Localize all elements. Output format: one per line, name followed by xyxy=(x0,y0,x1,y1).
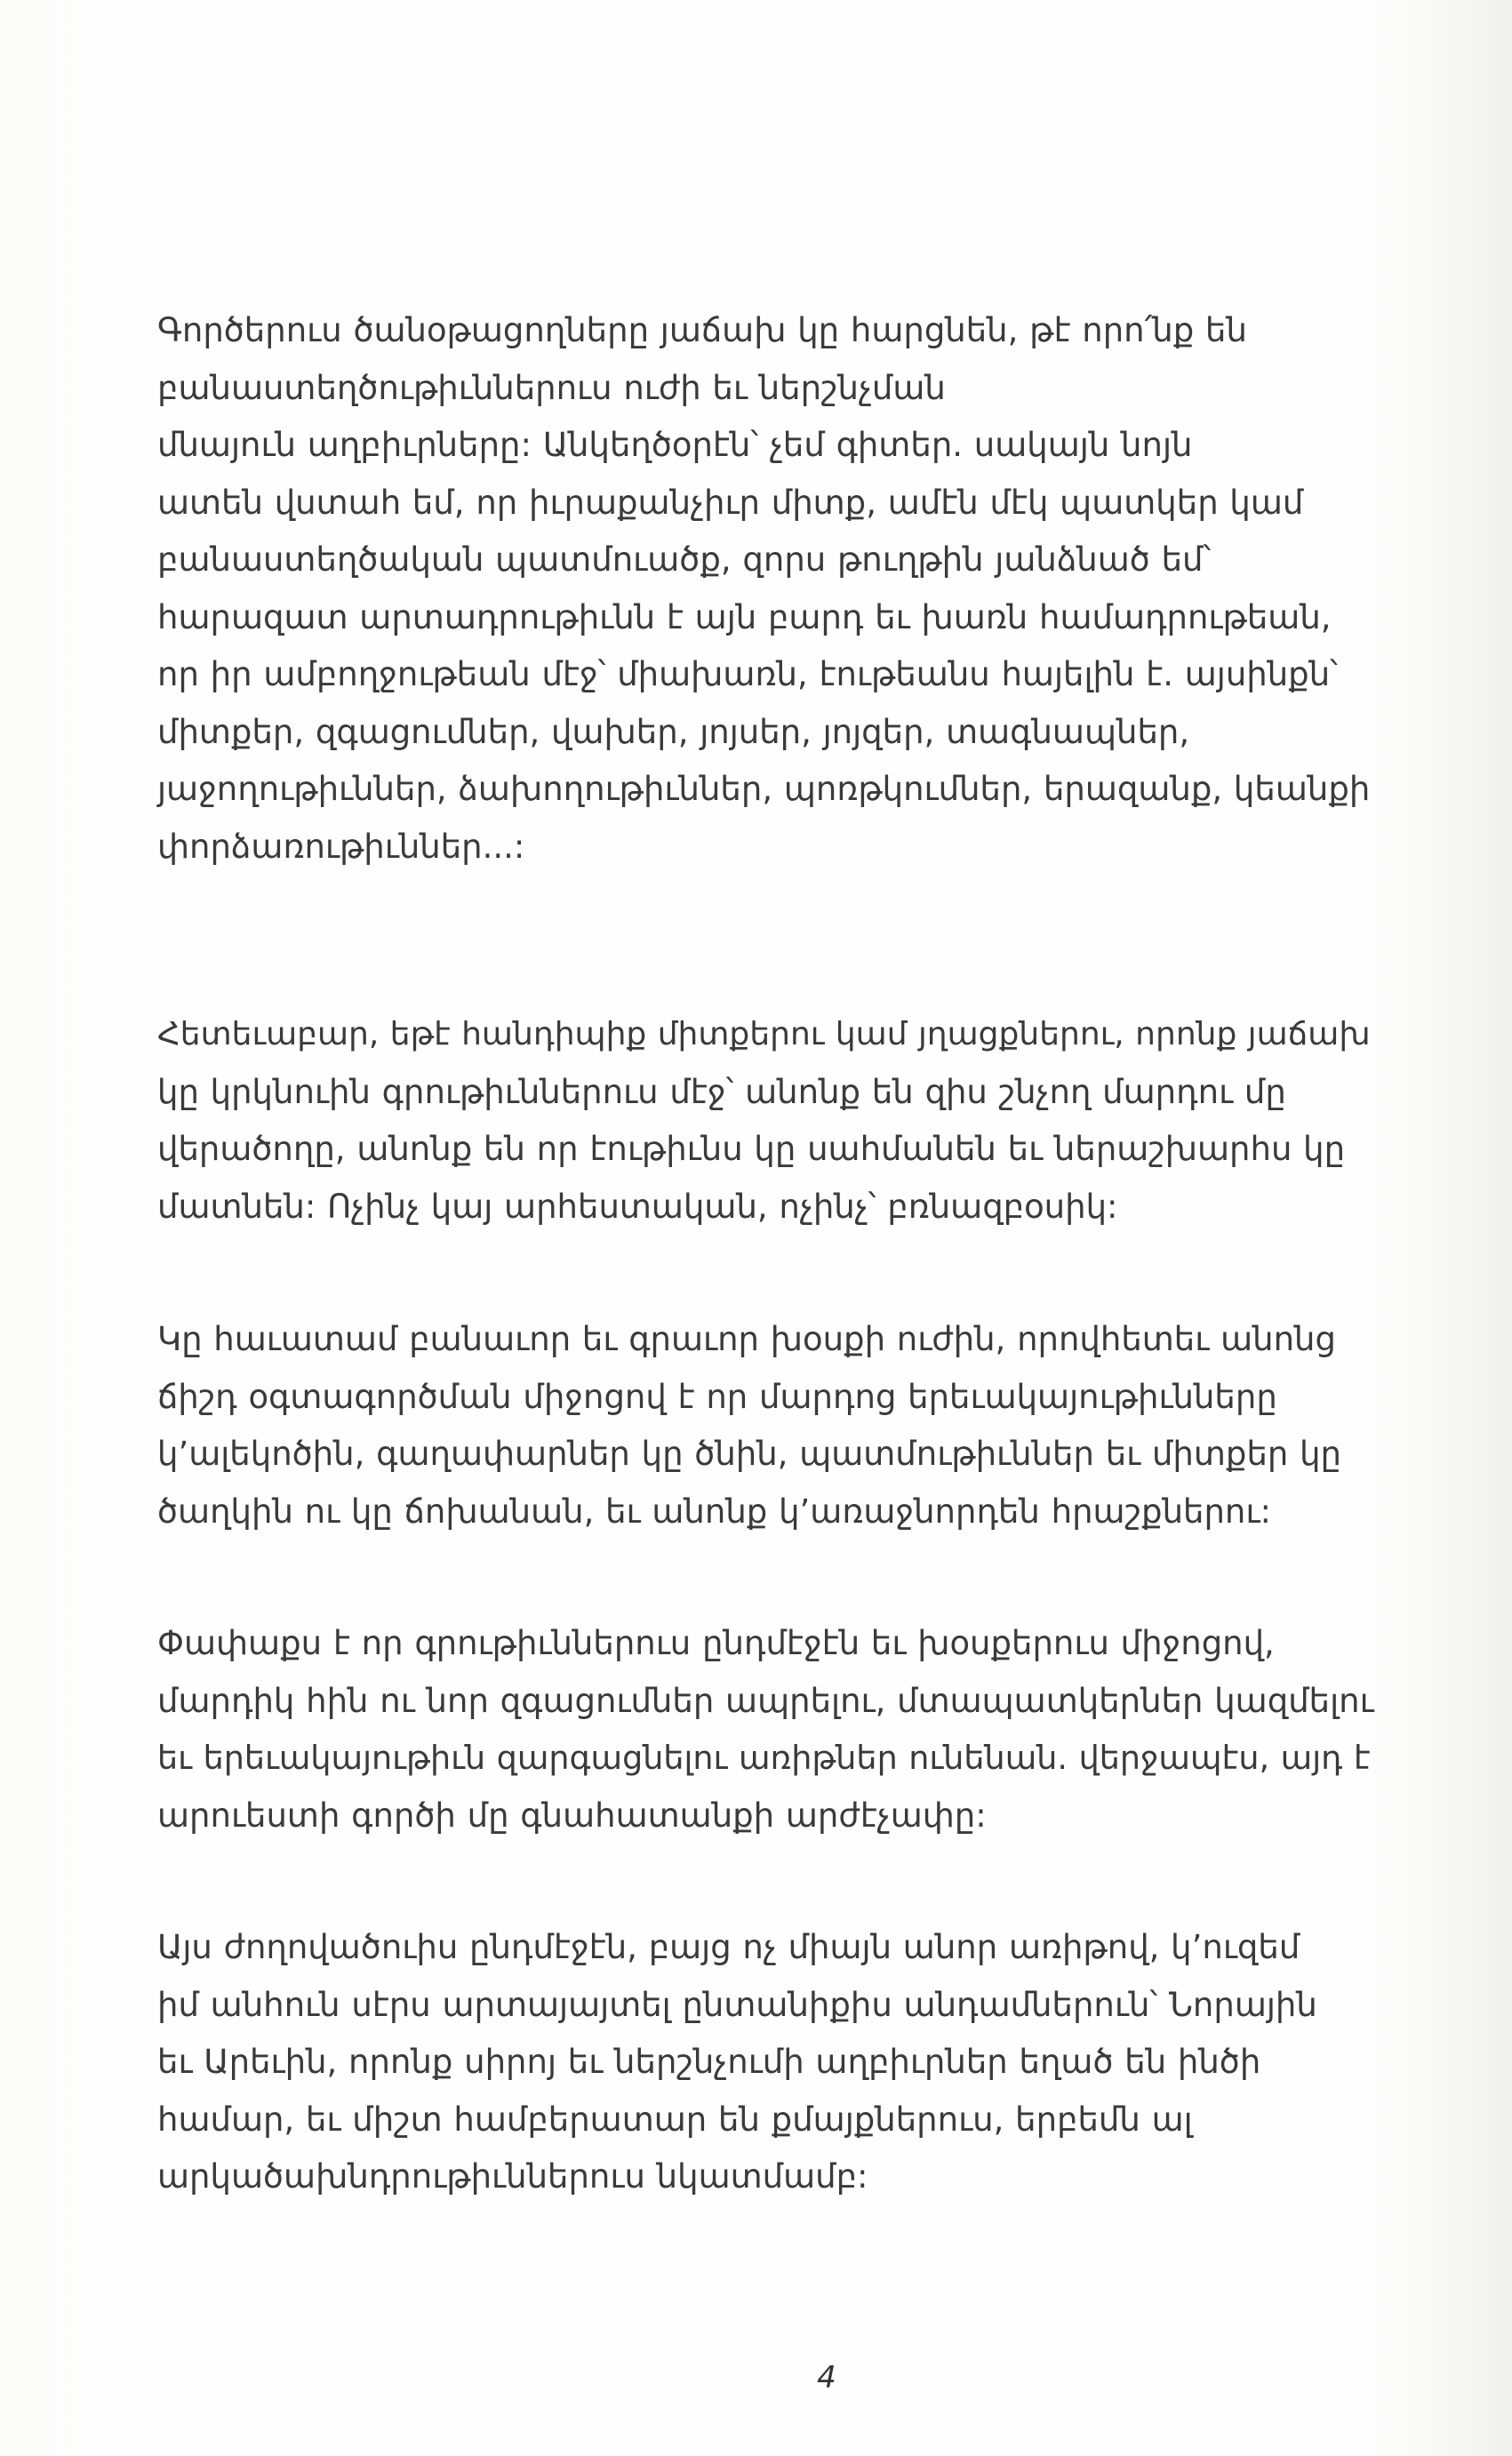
text-line: որ իր ամբողջութեան մէջ՝ միախառն, էութեանս հայելին է. այսինքն՝ xyxy=(157,655,1338,693)
text-line: մարդիկ հին ու նոր զգացումներ ապրելու, մտապատկերներ կազմելու xyxy=(157,1681,1374,1720)
text-line: բանաստեղծութիւններուս ուժի եւ ներշնչման xyxy=(157,368,946,407)
text-line: ճիշդ օգտագործման միջոցով է որ մարդոց երեւակայութիւնները xyxy=(157,1377,1277,1416)
text-line: իմ անհուն սէրս արտայայտել ընտանիքիս անդամներուն՝ Նորային xyxy=(157,1985,1317,2024)
text-line: եւ երեւակայութիւն զարգացնելու առիթներ ունենան. վերջապէս, այդ է xyxy=(157,1739,1371,1777)
text-line: Կը հաւատամ բանաւոր եւ գրաւոր խօսքի ուժին, որովհետեւ անոնց xyxy=(157,1320,1336,1358)
text-line: միտքեր, զգացումներ, վախեր, յոյսեր, յոյզեր, տագնապներ, xyxy=(157,712,1190,751)
text-line: ատեն վստահ եմ, որ իւրաքանչիւր միտք, ամէն մէկ պատկեր կամ xyxy=(157,483,1304,522)
text-line: արկածախնդրութիւններուս նկատմամբ: xyxy=(157,2157,868,2196)
paragraph-1 xyxy=(157,302,1384,876)
text-line: արուեստի գործի մը գնահատանքի արժէչափը: xyxy=(157,1796,987,1835)
text-line: փորձառութիւններ...: xyxy=(157,827,525,866)
text-line: վերածողը, անոնք են որ էութիւնս կը սահմանեն եւ ներաշխարհս կը xyxy=(157,1130,1346,1168)
paragraph-2 xyxy=(157,1006,1384,1236)
paragraph-5 xyxy=(157,1919,1384,2206)
text-line: յաջողութիւններ, ձախողութիւններ, պոռթկումներ, երազանք, կեանքի xyxy=(157,770,1371,808)
page-number: 4 xyxy=(817,2360,836,2396)
text-line: կը կրկնուին գրութիւններուս մէջ՝ անոնք են զիս շնչող մարդու մը xyxy=(157,1072,1286,1111)
text-line: մատնեն: Ոչինչ կայ արհեստական, ոչինչ՝ բռնազբօսիկ: xyxy=(157,1187,1118,1226)
text-line: հարազատ արտադրութիւնն է այն բարդ եւ խառն համադրութեան, xyxy=(157,597,1332,636)
text-line: ծաղկին ու կը ճոխանան, եւ անոնք կ՚առաջնորդեն հրաշքներու: xyxy=(157,1492,1271,1531)
text-line: բանաստեղծական պատմուածք, զորս թուղթին յանձնած եմ՝ xyxy=(157,540,1212,579)
text-line: համար, եւ միշտ համբերատար են քմայքներուս, երբեմն ալ xyxy=(157,2100,1193,2139)
text-line: կ՚ալեկոծին, գաղափարներ կը ծնին, պատմութիւններ եւ միտքեր կը xyxy=(157,1435,1342,1473)
text-line: Այս ժողովածուիս ընդմէջէն, բայց ոչ միայն անոր առիթով, կ՚ուզեմ xyxy=(157,1928,1300,1966)
text-line: Հետեւաբար, եթէ հանդիպիք միտքերու կամ յղացքներու, որոնք յաճախ xyxy=(157,1016,1371,1052)
paragraph-3 xyxy=(157,1311,1384,1540)
paragraph-4 xyxy=(157,1615,1384,1844)
text-line: Գործերուս ծանօթացողները յաճախ կը հարցնեն, թէ որո՛նք են xyxy=(157,311,1247,349)
text-line: Փափաքս է որ գրութիւններուս ընդմէջէն եւ խօսքերուս միջոցով, xyxy=(157,1624,1275,1662)
text-line: մնայուն աղբիւրները: Անկեղծօրէն՝ չեմ գիտեր. սակայն նոյն xyxy=(157,426,1193,464)
text-line: եւ Արեւին, որոնք սիրոյ եւ ներշնչումի աղբիւրներ եղած են ինծի xyxy=(157,2043,1261,2081)
